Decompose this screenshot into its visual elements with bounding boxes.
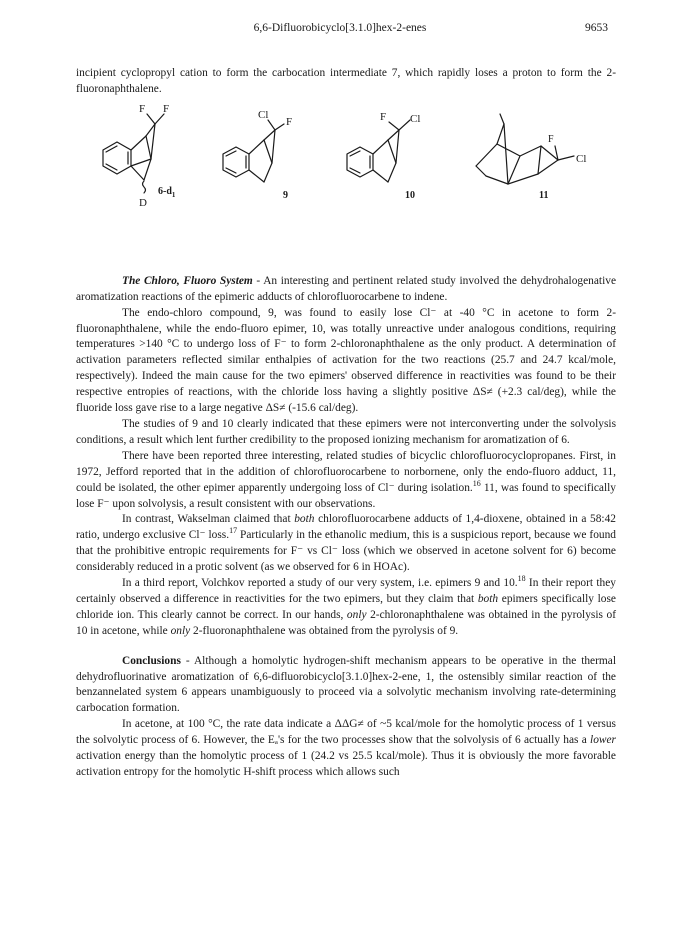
bond [476, 166, 486, 176]
emphasis: lower [590, 734, 616, 747]
running-header [0, 22, 680, 38]
bond [131, 136, 146, 150]
text-run: chlorofluorocarbene adducts of 1,4-dioxene, obtained in a 58:42 ratio, undergo exclusive Cl⁻ loss. [76, 513, 616, 542]
text-run: - An interesting and pertinent related study involved the dehydrohalogenative aromatization reactions of the epimeric adducts of chlorofluorocarbene to indene. [76, 274, 617, 303]
text-run: In contrast, Wakselman claimed that [122, 513, 295, 526]
bond [497, 124, 504, 144]
bond [373, 170, 388, 182]
bond [249, 140, 264, 154]
atom-label: F [286, 115, 293, 128]
page-number: 9653 [585, 22, 608, 34]
atom-label: D [139, 196, 147, 209]
text-run: 2-chloronaphthalene was obtained in the pyrolysis of 10 in acetone, while [76, 608, 616, 637]
reference-18: 18 [517, 574, 526, 584]
atom-label: F [380, 110, 387, 123]
bond [264, 140, 272, 163]
atom-label: Cl [410, 112, 421, 125]
bond [268, 120, 275, 130]
bond [396, 130, 399, 163]
atom-label: F [548, 133, 554, 145]
intro-paragraph: incipient cyclopropyl cation to form the carbocation intermediate 7, which rapidly loses a proton to form the 2-fluoronaphthalene. [76, 67, 616, 95]
bond [476, 144, 497, 166]
chloro-fluoro-paragraph-6 [76, 576, 616, 640]
bond [272, 130, 275, 163]
bond [508, 174, 538, 184]
chloro-fluoro-paragraph-2: The endo-chloro compound, 9, was found to easily lose Cl⁻ at -40 °C in acetone to form 2-fluoronaphthalene, while the endo-fluoro epimer, 10, was totally unreactive under analogous conditions, requiring temperatures >140 °C to undergo loss of F⁻ to form 2-chloronaphthalene as the only product. A determination of activation parameters reflected similar enthalpies of activation for the two reactions (25.7 and 24.7 kcal/mole, respectively). Indeed the main cause for the two epimers' observed difference in reactivities was found to be their respective entropies of reactions, with the chloride loss having a slightly positive ΔS≠ (+2.3 cal/deg), while the fluoride loss gave rise to a large negative ΔS≠ (-15.6 cal/deg). [76, 306, 616, 415]
bond [388, 163, 396, 182]
bond [504, 124, 508, 184]
bond [389, 122, 399, 130]
bond [399, 120, 410, 130]
reference-17: 17 [229, 526, 238, 536]
bond [500, 114, 504, 124]
structure-11 [476, 114, 586, 201]
emphasis: both [294, 513, 315, 526]
bond [538, 160, 558, 174]
bond [264, 130, 275, 140]
atom-label: F [139, 102, 146, 115]
chloro-fluoro-paragraph-4 [76, 449, 616, 513]
conclusions-paragraph-2 [76, 717, 616, 781]
compound-label-text: 6-d [158, 185, 172, 197]
emphasis: both [477, 592, 499, 605]
chloro-fluoro-paragraph-1 [76, 274, 616, 306]
structures-figure [76, 100, 616, 270]
text-run: There have been reported three interesting, related studies of bicyclic chlorofluorocyclopropanes. First, in 1972, Jefford reported that in the addition of chlorofluorocarbene to norbornene, only the endo-fluoro adduct, 11, could be isolated, the other epimer apparently undergoing loss of Cl⁻ during isolation. [76, 449, 616, 494]
compound-label: 11 [539, 189, 549, 201]
bond [497, 144, 520, 156]
bond [131, 159, 151, 166]
wavy-bond [143, 181, 146, 193]
bond [155, 114, 164, 124]
reference-16: 16 [472, 478, 481, 488]
bond [146, 136, 151, 159]
bond [558, 156, 574, 160]
page-body [76, 66, 616, 781]
compound-label: 10 [405, 189, 415, 201]
compound-label: 9 [283, 189, 288, 201]
text-run: In their report they certainly observed a difference in reactivities for the two epimers, but they claim that [76, 577, 617, 605]
chloro-fluoro-paragraph-3: The studies of 9 and 10 clearly indicated that these epimers were not interconverting under the solvolysis conditions, a result which lent further credibility to the proposed ionizing mechanism for aromatization of 6. [76, 417, 616, 446]
spacer [76, 640, 616, 654]
text-run: In a third report, Volchkov reported a study of our very system, i.e. epimers 9 and 10. [122, 577, 518, 590]
bond [275, 124, 284, 130]
bond [264, 163, 272, 182]
emphasis: only [346, 608, 367, 621]
atom-label: Cl [576, 152, 587, 165]
bond [388, 130, 399, 140]
chloro-fluoro-paragraph-5 [76, 512, 616, 576]
bond [147, 114, 155, 124]
bond [388, 140, 396, 163]
bond [144, 159, 151, 180]
bond [373, 140, 388, 154]
emphasis: only [170, 624, 191, 637]
bond [508, 156, 520, 184]
text-run: Particularly in the ethanolic medium, this is a suspicious report, because we found that the prohibitive entropic requirements for F⁻ vs Cl⁻ loss (which we observed in acetone solvent for 6) become considerably reduced in a protic solvent (as we observed for 6 in HOAc). [76, 529, 616, 574]
benzene-ring-6 [103, 142, 131, 174]
structure-10 [347, 111, 420, 201]
structures-svg [0, 100, 680, 270]
text-run: 11, was found to specifically lose F⁻ upon solvolysis, a result consistent with our observations. [76, 481, 616, 510]
bond [131, 166, 144, 180]
conclusions-paragraph-1 [76, 654, 616, 718]
atom-label: F [163, 102, 170, 115]
text-run: epimers specifically lose chloride ion. This clearly cannot be correct. In our hands, [76, 592, 616, 621]
bond [486, 176, 508, 184]
text-run: activation energy than the homolytic process of 1 (24.2 vs 25.5 kcal/mole). Thus it is obviously the more favorable activation entropy for the homolytic H-shift process which allows such [76, 750, 616, 778]
atom-label: Cl [258, 108, 269, 121]
structure-6-d1 [103, 103, 176, 209]
text-run: In acetone, at 100 °C, the rate data indicate a ΔΔG≠ of ~5 kcal/mole for the homolytic process of 1 versus the solvolytic process of 6. However, the Eₐ's for the two processes show that the solvolysis of 6 actually has a [76, 718, 616, 747]
text-run: - Although a homolytic hydrogen-shift mechanism appears to be operative in the thermal dehydrofluorinative aromatization of 6,6-difluorobicyclo[3.1.0]hex-2-ene, 1, the ostensibly similar reaction of the benzannelated system 6 appears unambiguously to proceed via a solvolytic mechanism involving rate-determining carbocation formation. [76, 654, 616, 715]
section-heading-conclusions: Conclusions [122, 654, 181, 667]
running-title: 6,6-Difluorobicyclo[3.1.0]hex-2-enes [253, 22, 427, 34]
structure-9 [223, 109, 292, 201]
compound-label-sub: 1 [171, 190, 176, 199]
bond [520, 146, 541, 156]
text-run: 2-fluoronaphthalene was obtained from the pyrolysis of 9. [190, 624, 459, 637]
compound-label [158, 186, 176, 199]
bond [538, 146, 541, 174]
section-heading-chloro: The Chloro, Fluoro System [122, 274, 253, 287]
bond [249, 170, 264, 182]
